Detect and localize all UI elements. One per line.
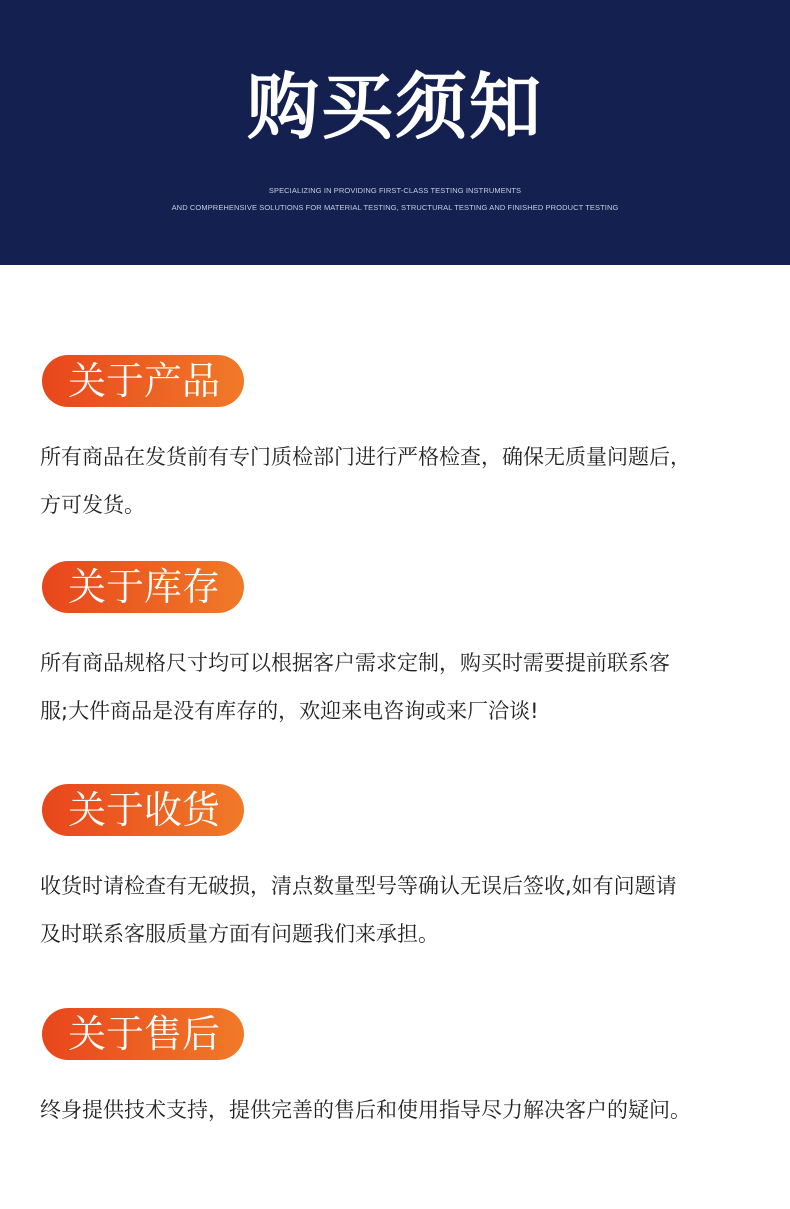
text-line: 及时联系客服质量方面有问题我们来承担。 [40, 922, 439, 946]
header-subtitle-line1: SPECIALIZING IN PROVIDING FIRST-CLASS TESTING INSTRUMENTS [268, 186, 522, 195]
section-title-badge: 关于库存 [42, 561, 244, 613]
text-line: 所有商品规格尺寸均可以根据客户需求定制，购买时需要提前联系客 [40, 651, 670, 675]
section-text [40, 1086, 770, 1134]
text-line: 收货时请检查有无破损，清点数量型号等确认无误后签收,如有问题请 [40, 874, 677, 898]
header-subtitle-line2: AND COMPREHENSIVE SOLUTIONS FOR MATERIAL TESTING, STRUCTURAL TESTING AND FINISHED PRODUCT TESTING [171, 203, 619, 212]
text-line: 服;大件商品是没有库存的，欢迎来电咨询或来厂洽谈! [40, 699, 539, 723]
page-title: 购买须知 [246, 65, 543, 149]
text-line: 所有商品在发货前有专门质检部门进行严格检查，确保无质量问题后， [40, 445, 691, 469]
section-text [40, 862, 770, 958]
text-line: 终身提供技术支持，提供完善的售后和使用指导尽力解决客户的疑问。 [40, 1098, 691, 1122]
section-text [40, 639, 770, 735]
section-title-badge: 关于售后 [42, 1008, 244, 1060]
section-text [40, 433, 770, 529]
section-title-badge: 关于产品 [42, 355, 244, 407]
section-title-badge: 关于收货 [42, 784, 244, 836]
header-banner [0, 0, 790, 265]
text-line: 方可发货。 [40, 493, 145, 517]
